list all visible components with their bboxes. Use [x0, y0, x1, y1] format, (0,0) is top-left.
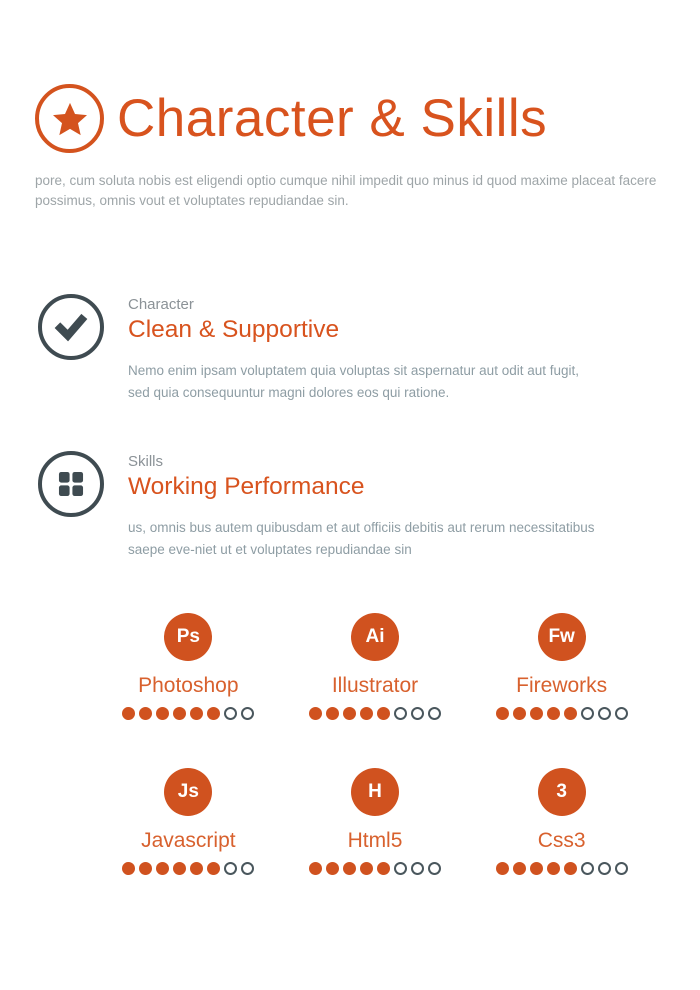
skill-card-html5 — [282, 768, 469, 875]
rating-dot-filled — [377, 862, 390, 875]
rating-dot-filled — [343, 707, 356, 720]
skill-name: Javascript — [141, 829, 236, 852]
rating-dot-filled — [530, 862, 543, 875]
rating-dot-empty — [224, 707, 237, 720]
rating-dot-empty — [224, 862, 237, 875]
rating-dot-filled — [530, 707, 543, 720]
rating-dot-filled — [139, 707, 152, 720]
rating-dot-filled — [326, 862, 339, 875]
section-skills — [38, 451, 595, 557]
grid-icon — [38, 451, 104, 517]
rating-dot-filled — [360, 862, 373, 875]
rating-dot-empty — [411, 862, 424, 875]
skill-rating — [496, 707, 628, 720]
skill-card-javascript — [95, 768, 282, 875]
rating-dot-filled — [377, 707, 390, 720]
rating-dot-empty — [428, 862, 441, 875]
section-label: Character — [128, 296, 194, 313]
section-label: Skills — [128, 453, 164, 470]
skills-grid — [95, 613, 655, 875]
skill-card-fireworks — [468, 613, 655, 720]
skill-name: Photoshop — [138, 674, 239, 697]
rating-dot-filled — [513, 707, 526, 720]
skill-rating — [309, 862, 441, 875]
rating-dot-filled — [156, 707, 169, 720]
section-character-text — [128, 296, 638, 404]
section-body: us, omnis bus autem quibusdam et aut officiis debitis aut rerum necessitatibus saepe eve-niet ut et voluptates repudiandae sin — [128, 520, 595, 557]
rating-dot-empty — [394, 707, 407, 720]
rating-dot-empty — [598, 707, 611, 720]
section-title: Clean & Supportive — [128, 316, 340, 343]
skill-name: Illustrator — [331, 674, 419, 697]
rating-dot-filled — [122, 862, 135, 875]
rating-dot-filled — [547, 707, 560, 720]
section-title: Working Performance — [128, 473, 365, 500]
skill-rating — [309, 707, 441, 720]
rating-dot-filled — [207, 862, 220, 875]
rating-dot-filled — [496, 707, 509, 720]
css3-badge-icon: 3 — [538, 768, 586, 816]
rating-dot-empty — [394, 862, 407, 875]
rating-dot-filled — [156, 862, 169, 875]
photoshop-badge-icon: Ps — [164, 613, 212, 661]
rating-dot-empty — [581, 707, 594, 720]
rating-dot-empty — [411, 707, 424, 720]
intro-paragraph: pore, cum soluta nobis est eligendi optio cumque nihil impedit quo minus id quod maxime placeat facere possimus, omnis vout et voluptates repudiandae sin. — [35, 173, 657, 208]
rating-dot-filled — [190, 862, 203, 875]
rating-dot-filled — [564, 707, 577, 720]
rating-dot-filled — [122, 707, 135, 720]
rating-dot-empty — [615, 862, 628, 875]
rating-dot-filled — [309, 707, 322, 720]
rating-dot-filled — [360, 707, 373, 720]
rating-dot-filled — [564, 862, 577, 875]
html5-badge-icon: H — [351, 768, 399, 816]
skill-rating — [496, 862, 628, 875]
section-character — [38, 294, 579, 400]
illustrator-badge-icon: Ai — [351, 613, 399, 661]
rating-dot-empty — [598, 862, 611, 875]
rating-dot-filled — [309, 862, 322, 875]
page-header — [35, 84, 547, 153]
skill-rating — [122, 862, 254, 875]
skill-name: Css3 — [537, 829, 586, 852]
rating-dot-empty — [241, 707, 254, 720]
rating-dot-filled — [139, 862, 152, 875]
rating-dot-filled — [207, 707, 220, 720]
rating-dot-filled — [547, 862, 560, 875]
javascript-badge-icon: Js — [164, 768, 212, 816]
rating-dot-filled — [343, 862, 356, 875]
section-body: Nemo enim ipsam voluptatem quia voluptas sit aspernatur aut odit aut fugit, sed quia consequuntur magni dolores eos qui ratione. — [128, 363, 579, 400]
skill-card-photoshop — [95, 613, 282, 720]
rating-dot-empty — [581, 862, 594, 875]
rating-dot-filled — [513, 862, 526, 875]
section-skills-text — [128, 453, 638, 561]
rating-dot-empty — [428, 707, 441, 720]
skill-name: Fireworks — [516, 674, 608, 697]
fireworks-badge-icon: Fw — [538, 613, 586, 661]
rating-dot-empty — [615, 707, 628, 720]
skill-card-css3 — [468, 768, 655, 875]
rating-dot-filled — [173, 862, 186, 875]
skill-rating — [122, 707, 254, 720]
skill-card-illustrator — [282, 613, 469, 720]
rating-dot-filled — [173, 707, 186, 720]
star-icon — [35, 84, 104, 153]
skill-name: Html5 — [347, 829, 403, 852]
rating-dot-filled — [326, 707, 339, 720]
rating-dot-filled — [190, 707, 203, 720]
page-title: Character & Skills — [117, 89, 548, 148]
rating-dot-filled — [496, 862, 509, 875]
check-icon — [38, 294, 104, 360]
rating-dot-empty — [241, 862, 254, 875]
